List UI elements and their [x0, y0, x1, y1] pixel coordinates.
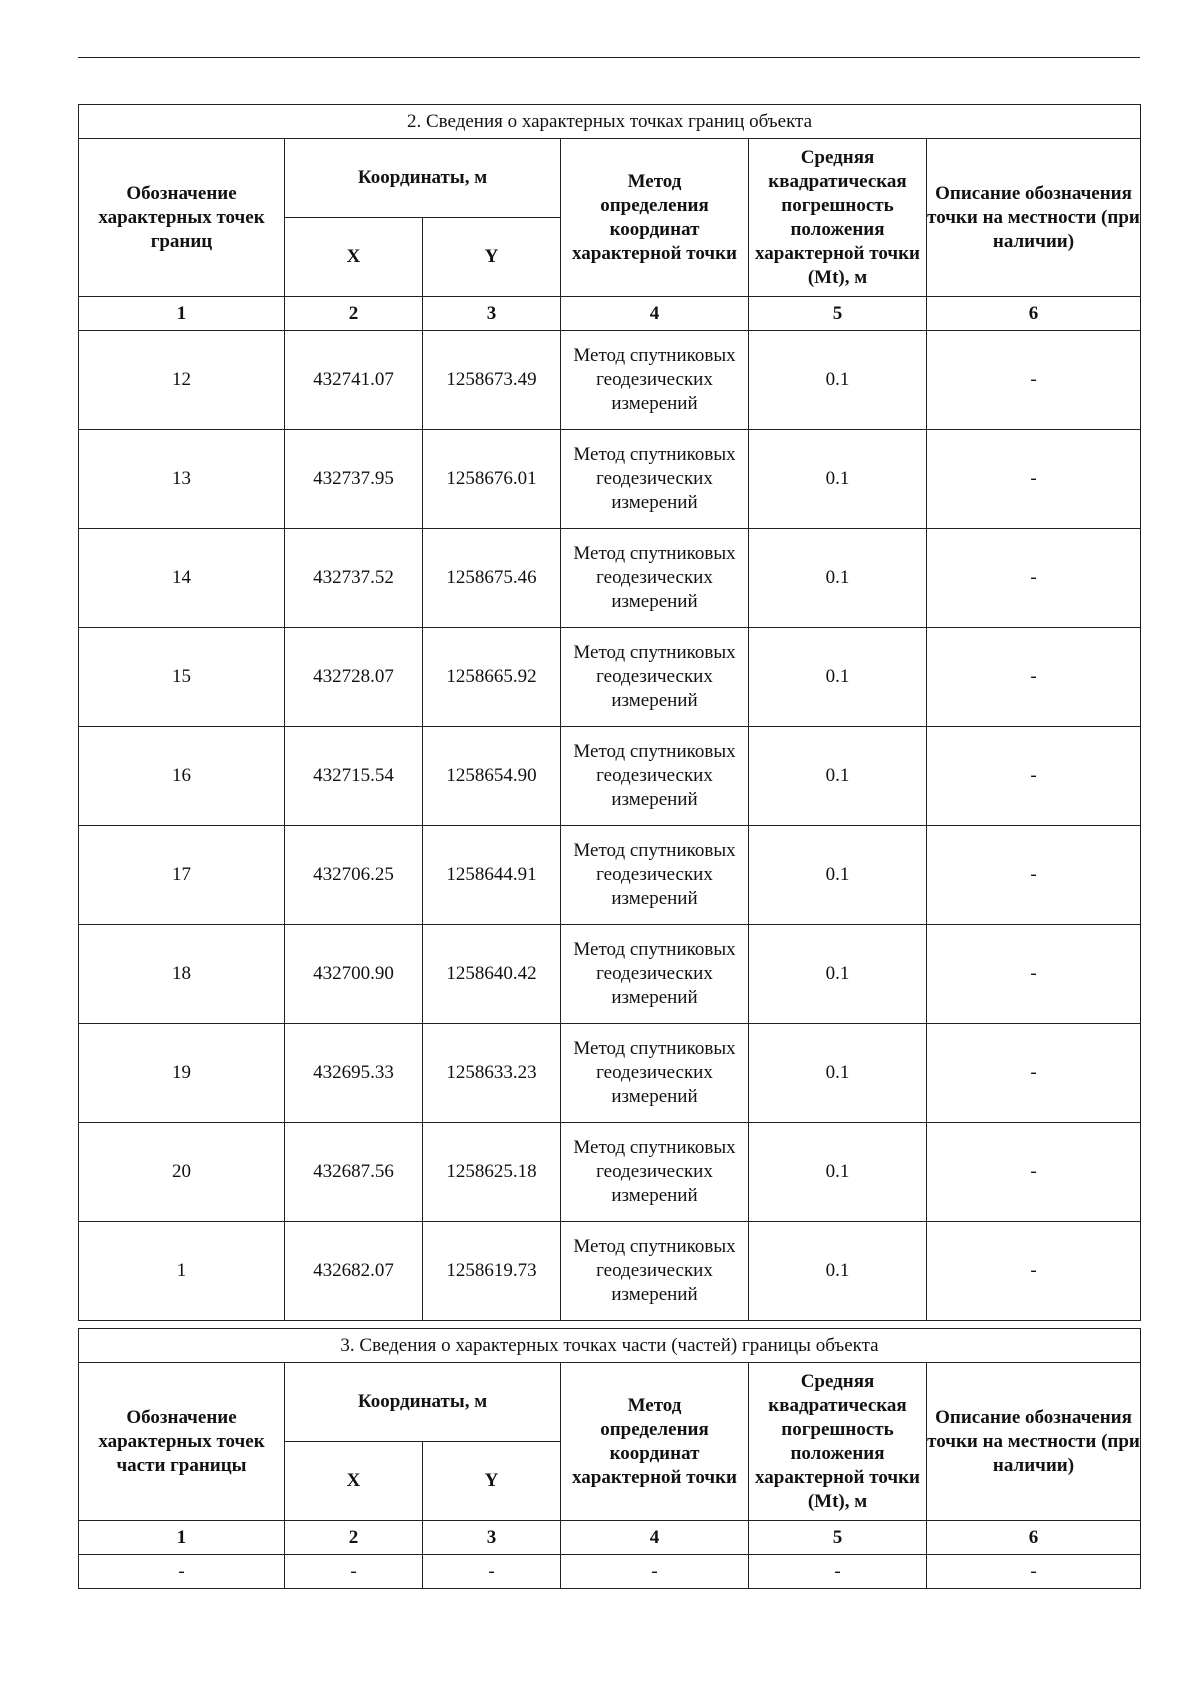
header-designation: Обозначение характерных точек границ	[79, 139, 285, 297]
coord-y: 1258625.18	[423, 1123, 561, 1222]
table-row	[79, 529, 1141, 628]
coord-y: 1258644.91	[423, 826, 561, 925]
method-text: Метод спутниковых геодезических измерений	[573, 1038, 736, 1107]
part-boundary-points-table	[78, 1328, 1141, 1589]
method-text: Метод спутниковых геодезических измерений	[573, 1236, 736, 1305]
method-cell	[561, 331, 749, 430]
empty-row	[79, 1555, 1141, 1589]
method-text: Метод спутниковых геодезических измерений	[573, 939, 736, 1008]
header-y: Y	[423, 218, 561, 297]
boundary-points-table	[78, 104, 1141, 1321]
header-x: X	[285, 1442, 423, 1521]
table-row	[79, 1024, 1141, 1123]
error-value: 0.1	[749, 1123, 927, 1222]
column-number: 2	[285, 297, 423, 331]
header-error: Средняя квадратическая погрешность положения характерной точки (Mt), м	[749, 139, 927, 297]
error-value: 0.1	[749, 529, 927, 628]
header-coordinates: Координаты, м	[285, 139, 561, 218]
point-description: -	[927, 1222, 1141, 1321]
method-text: Метод спутниковых геодезических измерений	[573, 642, 736, 711]
method-text: Метод спутниковых геодезических измерений	[573, 1137, 736, 1206]
section-title: 3. Сведения о характерных точках части (частей) границы объекта	[79, 1329, 1141, 1363]
empty-cell: -	[749, 1555, 927, 1589]
boundary-points-rows	[79, 331, 1141, 1321]
method-cell	[561, 826, 749, 925]
error-value: 0.1	[749, 925, 927, 1024]
header-row	[79, 1363, 1141, 1442]
empty-cell: -	[927, 1555, 1141, 1589]
table-row	[79, 925, 1141, 1024]
error-value: 0.1	[749, 826, 927, 925]
header-error: Средняя квадратическая погрешность положения характерной точки (Mt), м	[749, 1363, 927, 1521]
coord-x: 432682.07	[285, 1222, 423, 1321]
point-description: -	[927, 925, 1141, 1024]
table-row	[79, 727, 1141, 826]
coord-y: 1258675.46	[423, 529, 561, 628]
method-text: Метод спутниковых геодезических измерений	[573, 345, 736, 414]
method-text: Метод спутниковых геодезических измерений	[573, 840, 736, 909]
coord-y: 1258673.49	[423, 331, 561, 430]
section-title-row	[79, 105, 1141, 139]
method-cell	[561, 529, 749, 628]
section-title-row	[79, 1329, 1141, 1363]
point-id: 18	[79, 925, 285, 1024]
coord-y: 1258633.23	[423, 1024, 561, 1123]
empty-cell: -	[423, 1555, 561, 1589]
table-row	[79, 430, 1141, 529]
header-method	[561, 1363, 749, 1521]
method-cell	[561, 430, 749, 529]
coord-y: 1258676.01	[423, 430, 561, 529]
section-title: 2. Сведения о характерных точках границ объекта	[79, 105, 1141, 139]
point-description: -	[927, 826, 1141, 925]
empty-cell: -	[561, 1555, 749, 1589]
header-y: Y	[423, 1442, 561, 1521]
method-cell	[561, 1222, 749, 1321]
coord-x: 432741.07	[285, 331, 423, 430]
method-text: Метод спутниковых геодезических измерений	[573, 444, 736, 513]
header-x: X	[285, 218, 423, 297]
point-description: -	[927, 628, 1141, 727]
point-description: -	[927, 529, 1141, 628]
method-cell	[561, 925, 749, 1024]
column-number-row	[79, 297, 1141, 331]
point-id: 16	[79, 727, 285, 826]
table-row	[79, 1123, 1141, 1222]
method-cell	[561, 628, 749, 727]
coord-x: 432695.33	[285, 1024, 423, 1123]
method-cell	[561, 1123, 749, 1222]
coord-x: 432737.52	[285, 529, 423, 628]
table-row	[79, 628, 1141, 727]
error-value: 0.1	[749, 331, 927, 430]
column-number: 1	[79, 297, 285, 331]
point-description: -	[927, 727, 1141, 826]
error-value: 0.1	[749, 727, 927, 826]
point-id: 17	[79, 826, 285, 925]
point-id: 19	[79, 1024, 285, 1123]
table-row	[79, 826, 1141, 925]
column-number: 6	[927, 1521, 1141, 1555]
header-designation: Обозначение характерных точек части границы	[79, 1363, 285, 1521]
column-number: 3	[423, 1521, 561, 1555]
point-description: -	[927, 430, 1141, 529]
column-number: 3	[423, 297, 561, 331]
column-number: 6	[927, 297, 1141, 331]
point-id: 12	[79, 331, 285, 430]
error-value: 0.1	[749, 1024, 927, 1123]
point-description: -	[927, 1123, 1141, 1222]
coord-y: 1258619.73	[423, 1222, 561, 1321]
header-method-label: Метод определения координат характерной точки	[572, 1394, 737, 1488]
point-id: 14	[79, 529, 285, 628]
table-row	[79, 1222, 1141, 1321]
header-method-label: Метод определения координат характерной точки	[572, 170, 737, 264]
error-value: 0.1	[749, 628, 927, 727]
empty-cell: -	[285, 1555, 423, 1589]
coord-y: 1258665.92	[423, 628, 561, 727]
point-id: 15	[79, 628, 285, 727]
header-row	[79, 139, 1141, 218]
column-number: 1	[79, 1521, 285, 1555]
column-number: 5	[749, 1521, 927, 1555]
header-coordinates: Координаты, м	[285, 1363, 561, 1442]
method-cell	[561, 727, 749, 826]
header-method	[561, 139, 749, 297]
point-description: -	[927, 1024, 1141, 1123]
column-number: 4	[561, 297, 749, 331]
point-id: 20	[79, 1123, 285, 1222]
page-top-rule	[78, 57, 1140, 58]
point-description: -	[927, 331, 1141, 430]
coord-x: 432706.25	[285, 826, 423, 925]
coord-y: 1258654.90	[423, 727, 561, 826]
coord-x: 432728.07	[285, 628, 423, 727]
method-text: Метод спутниковых геодезических измерений	[573, 543, 736, 612]
column-number: 2	[285, 1521, 423, 1555]
point-id: 1	[79, 1222, 285, 1321]
method-text: Метод спутниковых геодезических измерений	[573, 741, 736, 810]
method-cell	[561, 1024, 749, 1123]
column-number: 4	[561, 1521, 749, 1555]
coord-x: 432737.95	[285, 430, 423, 529]
error-value: 0.1	[749, 430, 927, 529]
error-value: 0.1	[749, 1222, 927, 1321]
coord-x: 432715.54	[285, 727, 423, 826]
coord-y: 1258640.42	[423, 925, 561, 1024]
empty-cell: -	[79, 1555, 285, 1589]
header-description: Описание обозначения точки на местности (при наличии)	[927, 139, 1141, 297]
header-description: Описание обозначения точки на местности (при наличии)	[927, 1363, 1141, 1521]
coord-x: 432700.90	[285, 925, 423, 1024]
column-number-row	[79, 1521, 1141, 1555]
point-id: 13	[79, 430, 285, 529]
coord-x: 432687.56	[285, 1123, 423, 1222]
column-number: 5	[749, 297, 927, 331]
table-row	[79, 331, 1141, 430]
